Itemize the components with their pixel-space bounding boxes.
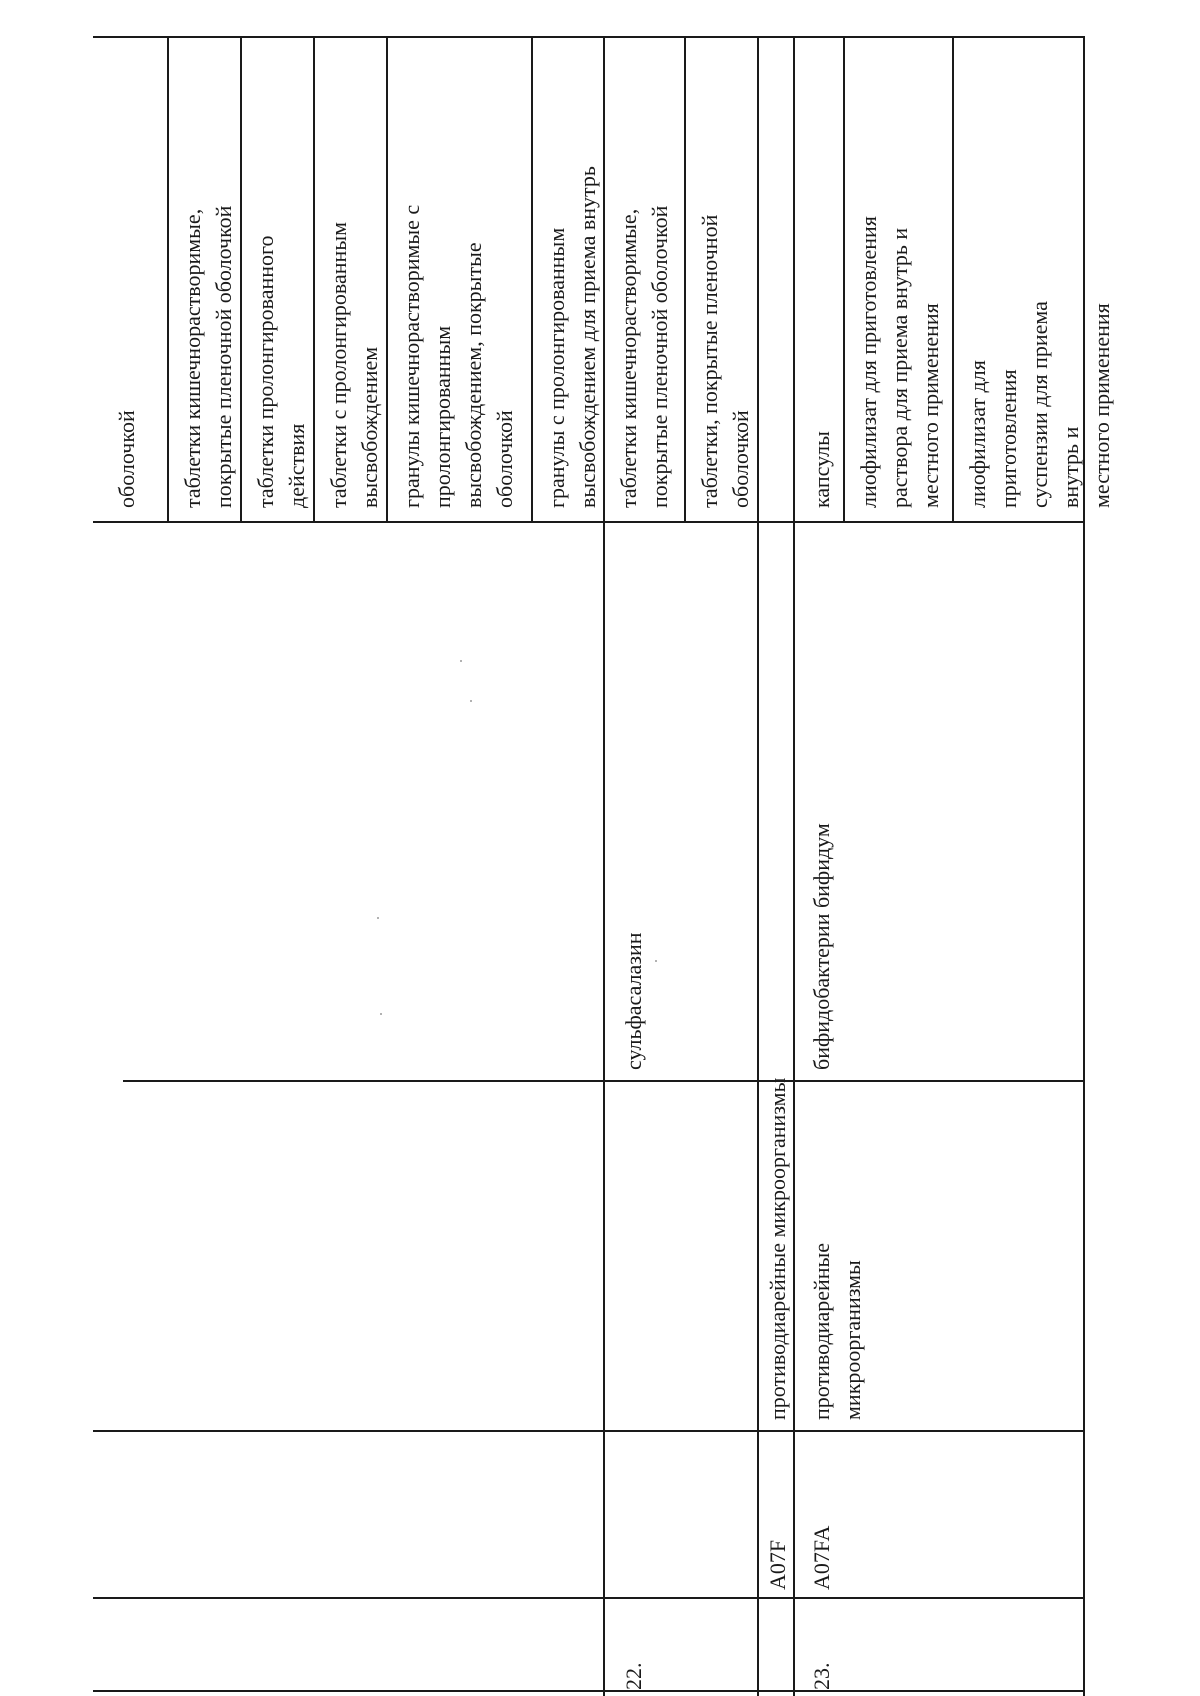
row-divider-4 — [386, 36, 388, 522]
scan-speck — [460, 660, 462, 662]
scan-speck — [470, 700, 472, 702]
col-divider-code — [93, 1597, 1085, 1599]
code-a07f: A07F — [765, 1539, 790, 1590]
row-divider-22b — [684, 36, 686, 522]
group-a07f: противодиарейные микроорганизмы — [765, 1077, 790, 1420]
scan-speck — [377, 917, 379, 919]
col-divider-group — [93, 1430, 1085, 1432]
cell-form-4: гранулы кишечнорастворимые с пролонгированным высвобождением, покрытые оболочкой — [399, 204, 517, 508]
row-divider-3 — [313, 36, 315, 522]
row-divider-2 — [240, 36, 242, 522]
cell-form-3: таблетки с пролонгированным высвобождением — [326, 221, 382, 508]
drug-bifidobacteria: бифидобактерии бифидум — [809, 823, 834, 1070]
cell-form-5: гранулы с пролонгированным высвобождением для приема внутрь — [544, 166, 600, 508]
cell-form-8: капсулы — [809, 431, 834, 508]
cell-form-10: лиофилизат для приготовления суспензии для приема внутрь и местного применения — [965, 301, 1114, 508]
code-a07fa: A07FA — [809, 1525, 834, 1590]
row-number-23: 23. — [809, 1662, 834, 1690]
col-divider-bottom — [93, 1690, 1085, 1692]
cell-form-2: таблетки пролонгированного действия — [253, 235, 309, 508]
cell-form-6: таблетки кишечнорастворимые, покрытые пленочной оболочкой — [616, 205, 672, 508]
row-divider-a07f-b — [793, 36, 795, 1696]
row-divider-a07f — [757, 36, 759, 1696]
row-divider-23b — [952, 36, 954, 522]
drug-sulfasalazine: сульфасалазин — [621, 932, 646, 1070]
cell-form-1: таблетки кишечнорастворимые, покрытые пленочной оболочкой — [180, 205, 236, 508]
row-divider-22 — [603, 36, 605, 1696]
cell-form-7: таблетки, покрытые пленочной оболочкой — [697, 214, 753, 508]
row-number-22: 22. — [621, 1662, 646, 1690]
cell-form-9: лиофилизат для приготовления раствора для приема внутрь и местного применения — [856, 216, 943, 508]
cell-form-continued: оболочкой — [114, 410, 139, 508]
row-divider-5 — [531, 36, 533, 522]
group-a07fa: противодиарейные микроорганизмы — [809, 1242, 865, 1420]
row-divider-1 — [167, 36, 169, 522]
row-divider-23a — [843, 36, 845, 522]
scan-speck — [655, 960, 657, 962]
scan-speck — [380, 1013, 382, 1015]
